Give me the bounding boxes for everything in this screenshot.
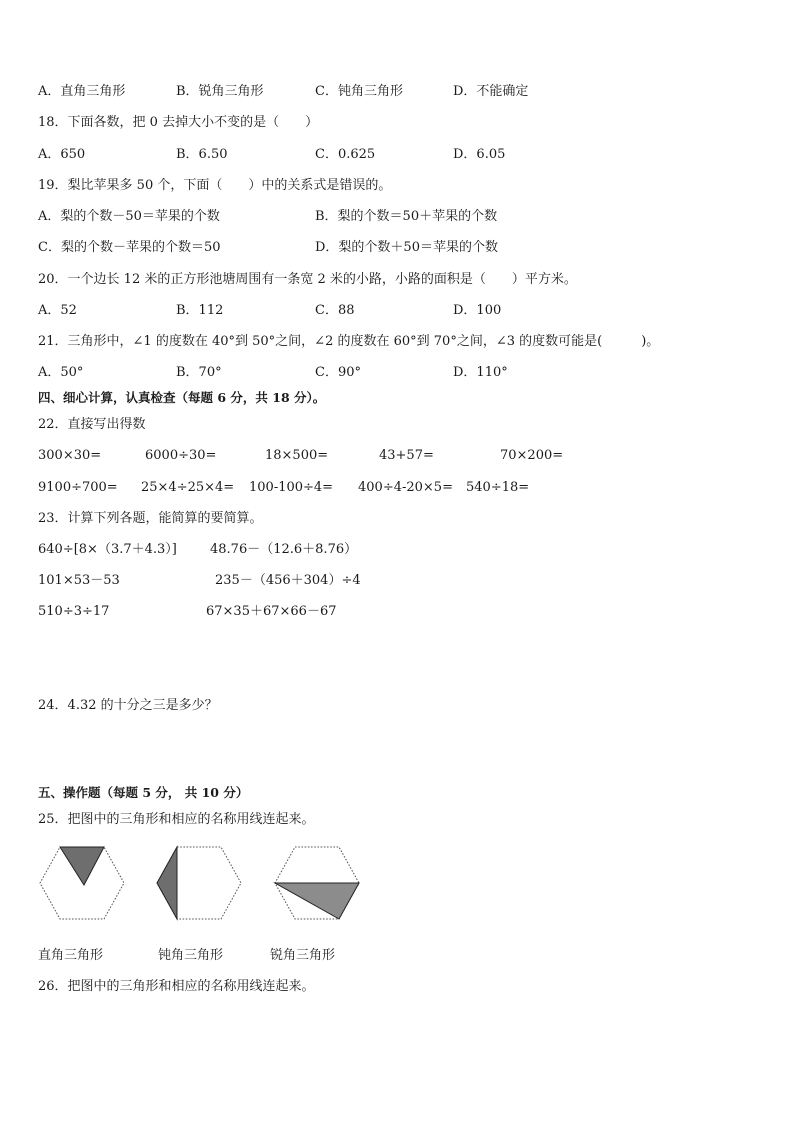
q22-calc: 400÷4-20×5= <box>358 480 453 495</box>
q22-calc: 540÷18= <box>466 480 530 495</box>
q22-calc: 9100÷700= <box>38 480 118 495</box>
q26-stem: 26．把图中的三角形和相应的名称用线连起来。 <box>38 979 315 994</box>
q23-item: 640÷[8×（3.7＋4.3）] <box>38 542 177 557</box>
section4-title: 四、细心计算，认真检查（每题 6 分，共 18 分）。 <box>38 390 326 405</box>
q25-label-right-triangle: 直角三角形 <box>38 948 104 963</box>
q25-stem: 25．把图中的三角形和相应的名称用线连起来。 <box>38 812 315 827</box>
q20-option-a: A．52 <box>38 303 77 318</box>
section5-title: 五、操作题（每题 5 分， 共 10 分） <box>38 785 249 800</box>
q19-option-b: B．梨的个数＝50＋苹果的个数 <box>315 209 498 224</box>
q25-label-obtuse-triangle: 钝角三角形 <box>158 948 224 963</box>
q19-option-c: C．梨的个数－苹果的个数＝50 <box>38 240 221 255</box>
hexagon-figure-1 <box>38 845 126 921</box>
hexagon-figure-3 <box>273 845 361 921</box>
q22-stem: 22．直接写出得数 <box>38 417 146 432</box>
q19-option-d: D．梨的个数＋50＝苹果的个数 <box>315 240 498 255</box>
q19-option-a: A．梨的个数－50＝苹果的个数 <box>38 209 220 224</box>
q22-calc: 43+57= <box>379 448 434 463</box>
q23-stem: 23．计算下列各题，能简算的要简算。 <box>38 511 263 526</box>
q19-stem: 19．梨比苹果多 50 个，下面（ ）中的关系式是错误的。 <box>38 178 392 193</box>
q18-option-c: C．0.625 <box>315 147 376 162</box>
q18-option-d: D．6.05 <box>453 147 506 162</box>
q21-option-b: B．70° <box>176 365 222 380</box>
q21-option-c: C．90° <box>315 365 361 380</box>
q17-option-d: D．不能确定 <box>453 84 529 99</box>
q22-calc: 70×200= <box>500 448 564 463</box>
q23-item: 101×53－53 <box>38 573 120 588</box>
q20-stem: 20．一个边长 12 米的正方形池塘周围有一条宽 2 米的小路，小路的面积是（ ）平方米。 <box>38 272 577 287</box>
q22-calc: 100-100÷4= <box>249 480 334 495</box>
q23-item: 510÷3÷17 <box>38 604 110 619</box>
q22-calc: 300×30= <box>38 448 102 463</box>
q21-stem: 21．三角形中，∠1 的度数在 40°到 50°之间，∠2 的度数在 60°到 70°之间，∠3 的度数可能是( )。 <box>38 334 660 349</box>
q23-item: 235－（456＋304）÷4 <box>215 573 361 588</box>
q21-option-d: D．110° <box>453 365 508 380</box>
q17-option-a: A．直角三角形 <box>38 84 126 99</box>
q24-stem: 24．4.32 的十分之三是多少？ <box>38 698 218 713</box>
q22-calc: 6000÷30= <box>145 448 217 463</box>
q17-option-b: B．锐角三角形 <box>176 84 264 99</box>
q22-calc: 18×500= <box>265 448 329 463</box>
q20-option-d: D．100 <box>453 303 502 318</box>
q17-option-c: C．钝角三角形 <box>315 84 403 99</box>
q25-label-acute-triangle: 锐角三角形 <box>270 948 336 963</box>
hexagon-figure-2 <box>155 845 243 921</box>
q22-calc: 25×4÷25×4= <box>141 480 235 495</box>
q20-option-b: B．112 <box>176 303 224 318</box>
q21-option-a: A．50° <box>38 365 84 380</box>
q23-item: 48.76－（12.6＋8.76） <box>210 542 358 557</box>
q18-option-a: A．650 <box>38 147 86 162</box>
q23-item: 67×35＋67×66－67 <box>206 604 337 619</box>
q20-option-c: C．88 <box>315 303 355 318</box>
q18-stem: 18．下面各数，把 0 去掉大小不变的是（ ） <box>38 115 319 130</box>
q18-option-b: B．6.50 <box>176 147 228 162</box>
